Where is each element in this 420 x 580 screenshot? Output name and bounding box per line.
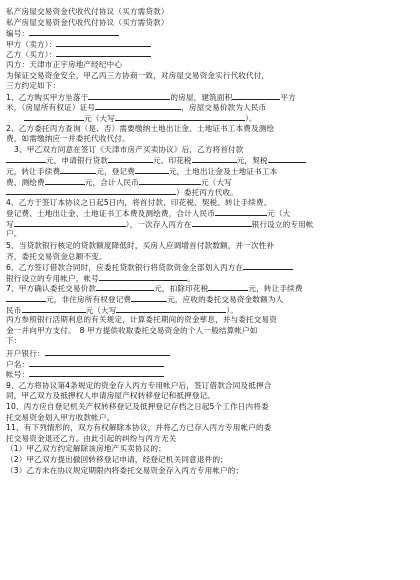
receivable-amount-blank — [22, 305, 86, 313]
clause-6-text-b: 银行设立的专用帐户，帐号 — [6, 273, 99, 283]
clause-3-line-1: 3、甲乙双方同意在签订《天津市房产买卖协议》后，乙方将首付款 — [14, 144, 244, 154]
clause-7-line-4: 丙方参照银行活期利息的有关规定，计算委托期间的资金孳息，并与委托交易资 — [6, 315, 278, 325]
clause-1-line-3 — [6, 113, 414, 124]
total-blank — [139, 177, 201, 185]
bank-blank — [45, 348, 170, 356]
account-name-blank — [29, 359, 164, 367]
clause-11-line-2: 托交易资金退还乙方。由此引起的纠纷与丙方无关 — [6, 433, 177, 443]
clause-7-line-6: 下： — [6, 336, 22, 346]
clause-3-text-i: 元，合计人民币 — [84, 177, 139, 187]
clause-1-text-c: 平方 — [280, 92, 296, 102]
clause-2-line-1: 2、乙方委托丙方查询（是、否）需要缴纳土地出让金、土地证书工本费及测绘 — [6, 123, 275, 133]
clause-11-item-1: （1）甲乙双方约定解除该房地产买卖协议的； — [6, 444, 166, 454]
deed-tax-blank — [268, 155, 306, 163]
clause-1-text-b: 的房屋，建筑面积 — [170, 92, 233, 102]
party-b-line — [6, 49, 414, 60]
clause-1-line-2 — [6, 102, 414, 113]
clause-4-line-2 — [6, 208, 414, 219]
clause-4-text-d: 写 — [6, 219, 14, 229]
floor-area-blank — [232, 92, 280, 100]
clause-4-text-b: 登记费、土地出让金、土地证书工本费及测绘费，合计人民币 — [6, 209, 216, 219]
transfer-fee-blank — [60, 166, 96, 174]
survey-fee-blank — [45, 177, 85, 185]
account-name-label: 户名： — [6, 359, 30, 369]
deposit-amount-blank — [215, 208, 267, 216]
party-c-line: 丙方：天津市正宇房地产经纪中心 — [6, 59, 123, 69]
clause-7-text-c: 元，转让手续费 — [248, 284, 303, 294]
clause-5-line-2: 齐，委托交易资金总额不变。 — [6, 251, 107, 261]
price-words-blank — [115, 113, 245, 121]
clause-9-line-2: 同，甲乙双方及抵押权人申请房屋产权转移登记和抵押登记。 — [6, 391, 216, 401]
clause-3-text-f: 元，登记费 — [96, 166, 135, 176]
account-number-line — [6, 369, 414, 380]
clause-7-line-1 — [6, 283, 414, 294]
clause-4-line-3 — [6, 219, 414, 230]
clause-6-text-a: 6、乙方签订借款合同时，应委托贷款银行将贷款资金全部划入丙方在 — [6, 263, 244, 273]
clause-4-line-4: 户。 — [6, 229, 22, 239]
clause-7-text-b: 元，扣除印花税 — [154, 284, 209, 294]
clause-3-line-4 — [6, 177, 414, 188]
clause-7-text-d: 元，非住房所有权登记费 — [46, 295, 132, 305]
clause-1-text-e: ，房屋交易价款为人民币 — [181, 103, 267, 113]
number-label: 编号： — [6, 29, 30, 39]
deducted-transfer-fee-blank — [6, 294, 46, 302]
stamp-tax-blank — [192, 155, 237, 163]
clause-3-line-2 — [6, 155, 414, 166]
clause-10-line-2: 托交易资金划入甲方收款帐户。 — [6, 412, 115, 422]
clause-3-text-e: 元，转让手续费 — [6, 166, 61, 176]
clause-4-text-e: ），一次存入丙方在 — [125, 219, 192, 229]
clause-7-line-3 — [6, 305, 414, 316]
clause-3-text-j: 元（大写 — [200, 177, 232, 187]
clause-3-text-g: 元，土地出让金及土地证书工本 — [168, 166, 278, 176]
special-account-blank — [99, 273, 187, 281]
clause-3-text-c: 元、印花税 — [152, 156, 192, 166]
clause-4-text-f: 银行设立的专用帐 — [251, 219, 314, 229]
clause-11-line-1: 11、有下列情形的，双方有权解除本协议，并将乙方已存入丙方专用帐户的委 — [6, 423, 272, 433]
account-name-line — [6, 359, 414, 370]
clause-7-text-f: 民币 — [6, 305, 22, 315]
non-residential-fee-blank — [131, 294, 167, 302]
document-title-repeat: 私产房屋交易资金代收代付协议（买方需贷款） — [6, 17, 169, 27]
clause-1-text-g: ）。 — [244, 113, 257, 123]
number-blank — [29, 28, 119, 36]
clause-1-text-a: 1、乙方购买甲方坐落于 — [6, 92, 89, 102]
bank-line — [6, 348, 414, 359]
down-payment-blank — [6, 155, 46, 163]
loan-bank-blank — [243, 262, 293, 270]
document-title: 私产房屋交易资金代收代付协议（买方需贷款） — [6, 7, 169, 16]
party-a-blank — [56, 39, 151, 47]
property-location-blank — [88, 92, 170, 100]
intro-line-1: 为保证交易资金安全，甲乙丙三方协商一致，对房屋交易资金实行代收代付， — [6, 70, 270, 80]
clause-7-text-g: 元（大写 — [85, 305, 117, 315]
party-b-blank — [56, 49, 151, 57]
clause-3-text-d: 元，契税 — [236, 156, 268, 166]
intro-line-2: 三方约定如下： — [6, 81, 61, 91]
price-blank — [24, 113, 84, 121]
party-b-label: 乙方（买方）： — [6, 50, 57, 60]
confirmed-price-blank — [96, 283, 154, 291]
clause-3-text-b: 元，申请银行贷款 — [46, 156, 108, 166]
clause-3-line-3 — [6, 166, 414, 177]
clause-4-text-c: 元（大 — [267, 209, 291, 219]
clause-6-text-c: 。 — [186, 273, 195, 283]
clause-7-text-e: 元，应收的委托交易资金数额为人 — [167, 295, 284, 305]
clause-1-text-d: 米，（房屋所有权证）证号 — [6, 103, 96, 113]
registration-fee-blank — [135, 166, 169, 174]
number-line — [6, 28, 414, 39]
receivable-words-blank — [116, 305, 226, 313]
clause-2-line-2: 费，如需缴纳应一并委托代收代付。 — [6, 134, 130, 144]
bank-label: 开户银行： — [6, 349, 45, 358]
party-a-line — [6, 39, 414, 50]
clause-11-item-2: （2）甲乙双方提出撤回转移登记申请，经登记机关同意退件的； — [6, 454, 228, 464]
account-number-label: 帐号： — [6, 370, 30, 380]
account-number-blank — [29, 369, 164, 377]
clause-6-line-1 — [6, 262, 414, 273]
clause-1-text-f: 元（大写 — [84, 113, 115, 123]
clause-9-line-1: 9、乙方将协议第4条规定的资金存入丙方专用帐户后，签订借款合同及抵押合 — [6, 380, 272, 390]
certificate-number-blank — [95, 102, 181, 110]
clause-10-line-1: 10、丙方应自登记机关产权转移登记及抵押登记存档之日起5个工作日内将委 — [6, 401, 269, 411]
clause-11-item-3: （3）乙方未在协议规定期限内将委托交易资金存入丙方专用帐户的； — [6, 465, 244, 475]
clause-3-text-k: ）委托丙方代收。 — [176, 188, 238, 198]
loan-blank — [108, 155, 153, 163]
deposit-words-blank — [14, 219, 126, 227]
clause-3-line-5 — [6, 187, 414, 198]
total-words-blank — [6, 187, 176, 195]
clause-7-text-a: 7、甲方确认委托交易价款 — [6, 284, 97, 294]
deducted-stamp-tax-blank — [208, 283, 248, 291]
clause-5-line-1: 5、当贷款银行核定的贷款额度降低时，买房人应调增首付款数额，并一次性补 — [6, 241, 275, 251]
clause-1-line-1 — [6, 92, 414, 103]
clause-7-line-5: 金一并向甲方支付。 8 甲方提供收取委托交易资金的个人一般结算帐户如 — [6, 325, 258, 335]
deposit-bank-blank — [192, 219, 252, 227]
clause-7-text-h: ）。 — [226, 305, 239, 315]
party-a-label: 甲方（卖方）： — [6, 39, 57, 49]
clause-4-line-1: 4、乙方于签订本协议之日起5日内，将首付款、印花税、契税、转让手续费、 — [6, 197, 272, 207]
clause-6-line-2 — [6, 273, 414, 284]
clause-7-line-2 — [6, 294, 414, 305]
clause-3-text-h: 费、测绘费 — [6, 177, 45, 187]
